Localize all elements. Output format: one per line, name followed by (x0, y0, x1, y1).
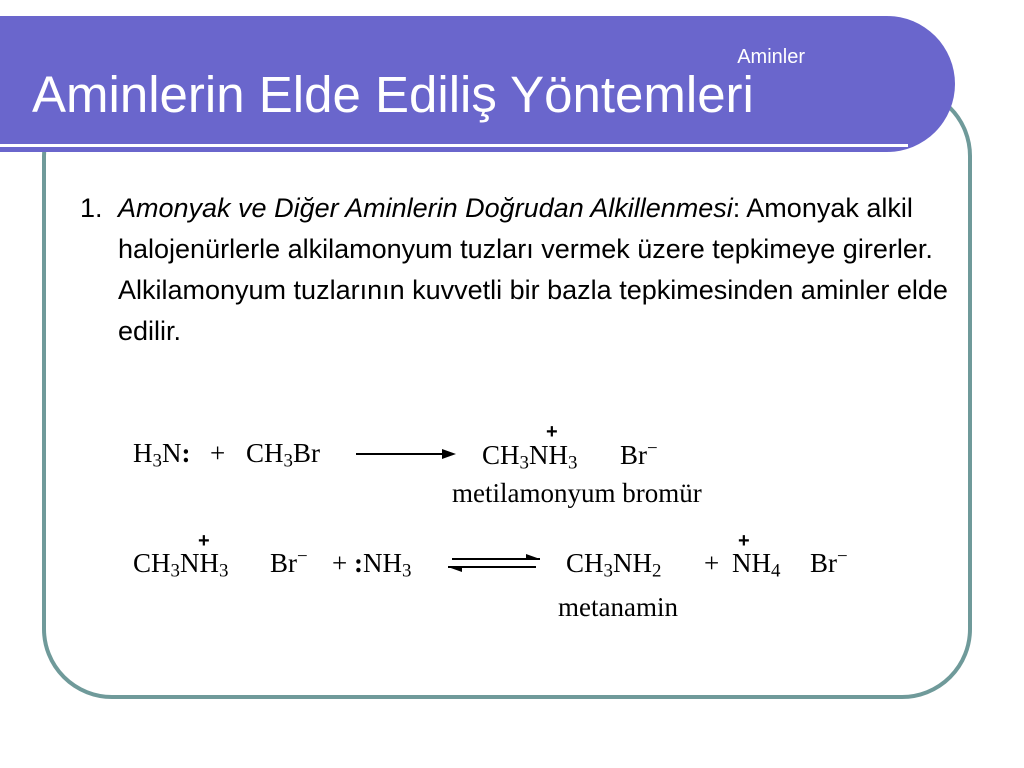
plus-sign: + (210, 438, 226, 468)
reactant-bromide: Br− (270, 546, 308, 578)
product-ammonium: $NH_4$ (732, 548, 781, 582)
title-underline (0, 144, 908, 147)
slide-title: Aminlerin Elde Ediliş Yöntemleri (32, 66, 754, 123)
section-label: Aminler (737, 46, 805, 68)
charge-plus: + (198, 530, 210, 552)
reactant-methylammonium: $CH_3NH_3$ (133, 548, 229, 582)
item-heading-colon: : (732, 193, 741, 223)
caption-methylammonium-bromide: metilamonyum bromür (452, 478, 702, 508)
product-methylammonium: $CH_3NH_3$ (482, 440, 578, 474)
product-bromide: Br− (620, 438, 658, 470)
equilibrium-arrow-icon (446, 552, 542, 574)
title-bar (0, 16, 955, 152)
product-bromide: Br− (810, 546, 848, 578)
reactant-ammonia: $:NH_3$ (354, 548, 412, 582)
reactant-methyl-bromide: $CH_3Br$ (246, 438, 320, 472)
item-text (118, 188, 960, 352)
slide-frame (42, 86, 972, 699)
charge-plus: + (546, 421, 558, 443)
list-item (80, 188, 960, 352)
product-methanamine: $CH_3NH_2$ (566, 548, 662, 582)
caption-methanamine: metanamin (558, 592, 678, 622)
item-body: Amonyak alkil halojenürlerle alkilamonyum tuzları vermek üzere tepkimeye girerler. Alkilamonyum tuzlarının kuvvetli bir bazla tepkimesinden aminler elde edilir. (118, 193, 948, 346)
slide-body (80, 188, 960, 352)
plus-sign: + (704, 548, 720, 578)
plus-sign: + (332, 548, 348, 578)
charge-plus: + (738, 530, 750, 552)
reactant-ammonia: $H_3N$: (133, 438, 191, 472)
item-number: 1. (80, 193, 103, 223)
reaction-arrow-icon (356, 446, 460, 462)
item-heading: Amonyak ve Diğer Aminlerin Doğrudan Alkillenmesi (118, 193, 733, 223)
